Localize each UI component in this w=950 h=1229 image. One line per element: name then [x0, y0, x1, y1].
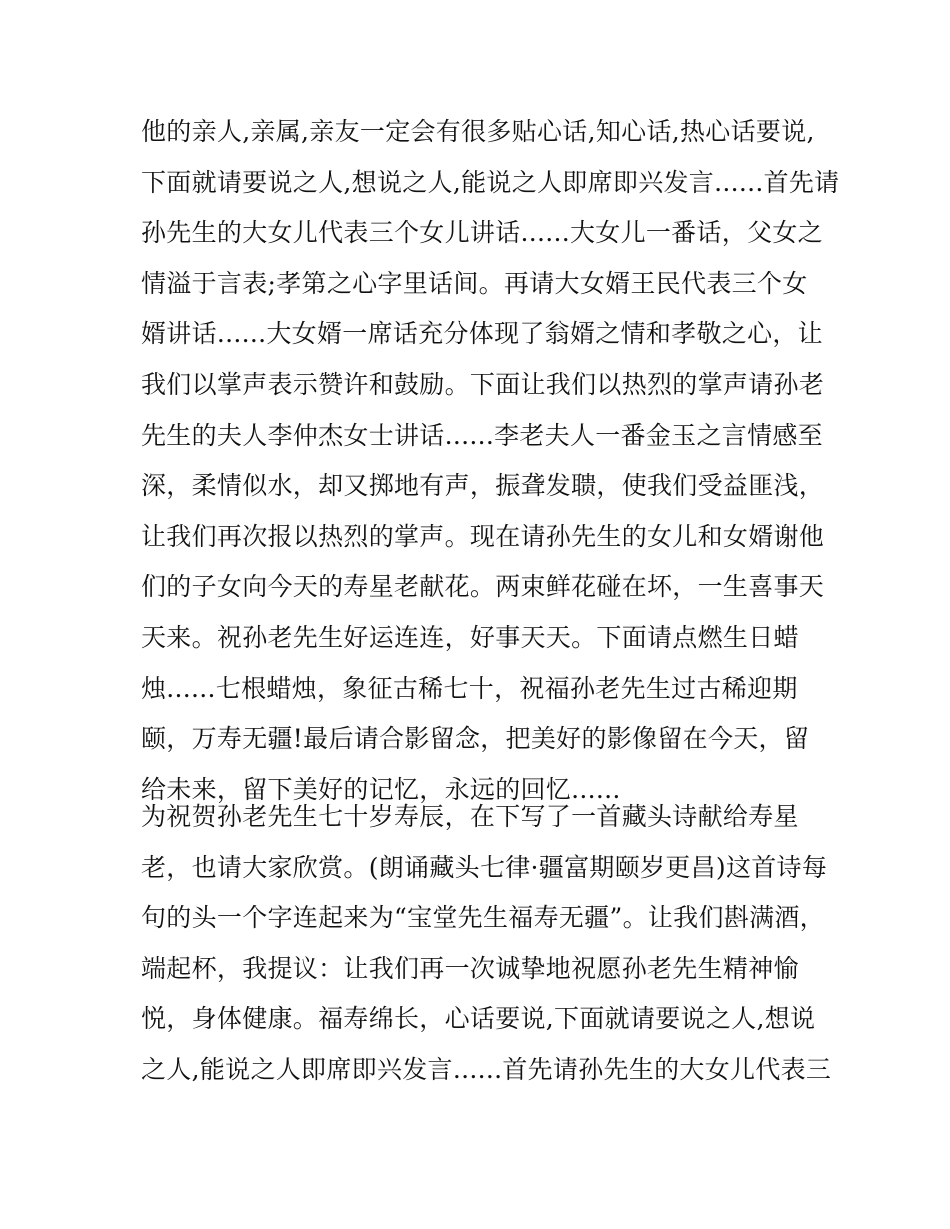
text-line: 孙先生的大女儿代表三个女儿讲话......大女儿一番话，父女之: [141, 218, 823, 248]
text-line: 为祝贺孙老先生七十岁寿辰，在下写了一首藏头诗献给寿星: [141, 802, 799, 831]
text-line: 情溢于言表;孝第之心字里话间。再请大女婿王民代表三个女: [141, 268, 808, 298]
paragraph-2: [141, 792, 832, 1096]
text-line: 之人,能说之人即席即兴发言......首先请孙先生的大女儿代表三: [141, 1054, 832, 1084]
text-line: 烛......七根蜡烛，象征古稀七十，祝福孙老先生过古稀迎期: [141, 673, 798, 703]
text-line: 悦，身体健康。福寿绵长，心话要说,下面就请要说之人,想说: [141, 1004, 816, 1034]
text-line: 下面就请要说之人,想说之人,能说之人即席即兴发言......首先请: [141, 167, 840, 197]
text-line: 老，也请大家欣赏。(朗诵藏头七律·疆富期颐岁更昌)这首诗每: [141, 852, 828, 882]
paragraph-1: [141, 107, 840, 815]
text-line: 们的子女向今天的寿星老献花。两束鲜花碰在坏，一生喜事天: [141, 572, 825, 602]
text-line: 深，柔情似水，却又掷地有声，振聋发聩，使我们受益匪浅，: [141, 471, 825, 501]
text-line: 婿讲话......大女婿一席话充分体现了翁婿之情和孝敬之心，让: [141, 319, 823, 349]
text-line: 我们以掌声表示赞许和鼓励。下面让我们以热烈的掌声请孙老: [141, 369, 825, 399]
text-line: 天来。祝孙老先生好运连连，好事天天。下面请点燃生日蜡: [141, 622, 799, 652]
text-line: 句的头一个字连起来为“宝堂先生福寿无疆”。让我们斟满酒，: [141, 903, 825, 933]
text-line: 端起杯，我提议：让我们再一次诚挚地祝愿孙老先生精神愉: [141, 953, 799, 983]
text-line: 先生的夫人李仲杰女士讲话......李老夫人一番金玉之言情感至: [141, 420, 823, 450]
text-line: 他的亲人,亲属,亲友一定会有很多贴心话,知心话,热心话要说,: [141, 117, 815, 146]
text-line: 颐，万寿无疆!最后请合影留念，把美好的影像留在今天，留: [141, 724, 810, 754]
text-line: 让我们再次报以热烈的掌声。现在请孙先生的女儿和女婿谢他: [141, 521, 825, 551]
text-line: 给未来，留下美好的记忆，永远的回忆......: [141, 774, 621, 804]
